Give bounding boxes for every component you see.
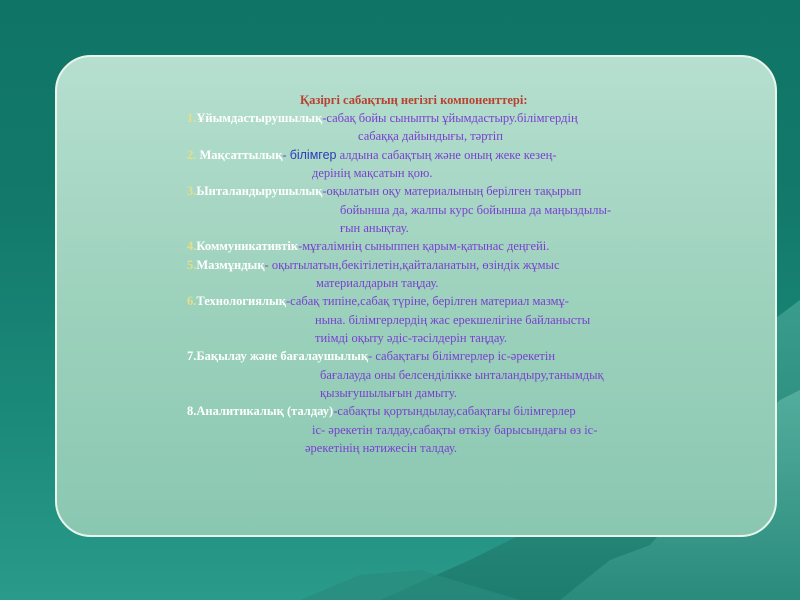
item-number: 6. bbox=[187, 294, 197, 308]
item-text-continued: әрекетінің нәтижесін талдау. bbox=[305, 441, 458, 455]
list-item-4 bbox=[187, 238, 549, 256]
list-item-5 bbox=[187, 257, 560, 275]
item-number: 7. bbox=[187, 349, 197, 363]
item-text: -сабақ типіне,сабақ түріне, берілген материал мазмұ- bbox=[285, 294, 569, 308]
item-text-continued: сабаққа дайындығы, тәртіп bbox=[358, 129, 503, 143]
item-number: 8. bbox=[187, 404, 197, 418]
item-text: -оқылатын оқу материалының берілген тақырып bbox=[322, 184, 582, 198]
slide-title: Қазіргі сабақтың негізгі компоненттері: bbox=[300, 93, 528, 107]
item-heading: Мазмұндық bbox=[196, 258, 265, 272]
item-number: 5. bbox=[187, 258, 197, 272]
item-text-continued: бойынша да, жалпы курс бойынша да маңыздылы- bbox=[340, 203, 612, 217]
list-item-6 bbox=[187, 293, 569, 311]
item-text-continued: дерінің мақсатын қою. bbox=[312, 166, 433, 180]
item-text: - оқытылатын,бекітілетін,қайталанатын, өзіндік жұмыс bbox=[264, 258, 560, 272]
item-number: 3. bbox=[187, 184, 197, 198]
item-text-continued: нына. білімгерлердің жас ерекшелігіне байланысты bbox=[315, 313, 591, 327]
item-text-continued: ғын анықтау. bbox=[340, 221, 409, 235]
item-heading: Аналитикалық (талдау) bbox=[196, 404, 334, 418]
item-heading: Ынталандырушылық bbox=[196, 184, 323, 198]
item-text: алдына сабақтың және оның жеке кезең- bbox=[336, 148, 557, 162]
item-text-continued: тиімді оқыту әдіс-тәсілдерін таңдау. bbox=[315, 331, 507, 345]
list-item-1 bbox=[187, 110, 578, 128]
item-heading: Бақылау және бағалаушылық bbox=[196, 349, 369, 363]
list-item-2 bbox=[187, 147, 557, 165]
item-heading: Технологиялық bbox=[196, 294, 286, 308]
item-separator: - bbox=[282, 148, 290, 162]
item-text-continued: іс- әрекетін талдау,сабақты өткізу барысындағы өз іс- bbox=[312, 423, 598, 437]
list-item-7 bbox=[187, 348, 555, 366]
item-text: - сабақтағы білімгерлер іс-әрекетін bbox=[368, 349, 556, 363]
item-number: 4. bbox=[187, 239, 197, 253]
list-item-8 bbox=[187, 403, 576, 421]
item-number: 1. bbox=[187, 111, 197, 125]
item-text-continued: материалдарын таңдау. bbox=[316, 276, 439, 290]
item-text: -мұғалімнің сыныппен қарым-қатынас деңгейі. bbox=[298, 239, 550, 253]
item-text-continued: бағалауда оны белсенділікке ынталандыру,танымдық bbox=[320, 368, 604, 382]
list-item-3 bbox=[187, 183, 581, 201]
item-text: -сабақ бойы сыныпты ұйымдастыру.білімгердің bbox=[322, 111, 578, 125]
item-text-continued: қызығушылығын дамыту. bbox=[320, 386, 457, 400]
item-text: -сабақты қортындылау,сабақтағы білімгерлер bbox=[333, 404, 576, 418]
item-number: 2. bbox=[187, 148, 200, 162]
item-heading: Ұйымдастырушылық bbox=[196, 111, 323, 125]
item-heading: Коммуникативтік bbox=[196, 239, 299, 253]
item-keyword: білімгер bbox=[289, 148, 337, 162]
item-heading: Мақсаттылық bbox=[199, 148, 283, 162]
